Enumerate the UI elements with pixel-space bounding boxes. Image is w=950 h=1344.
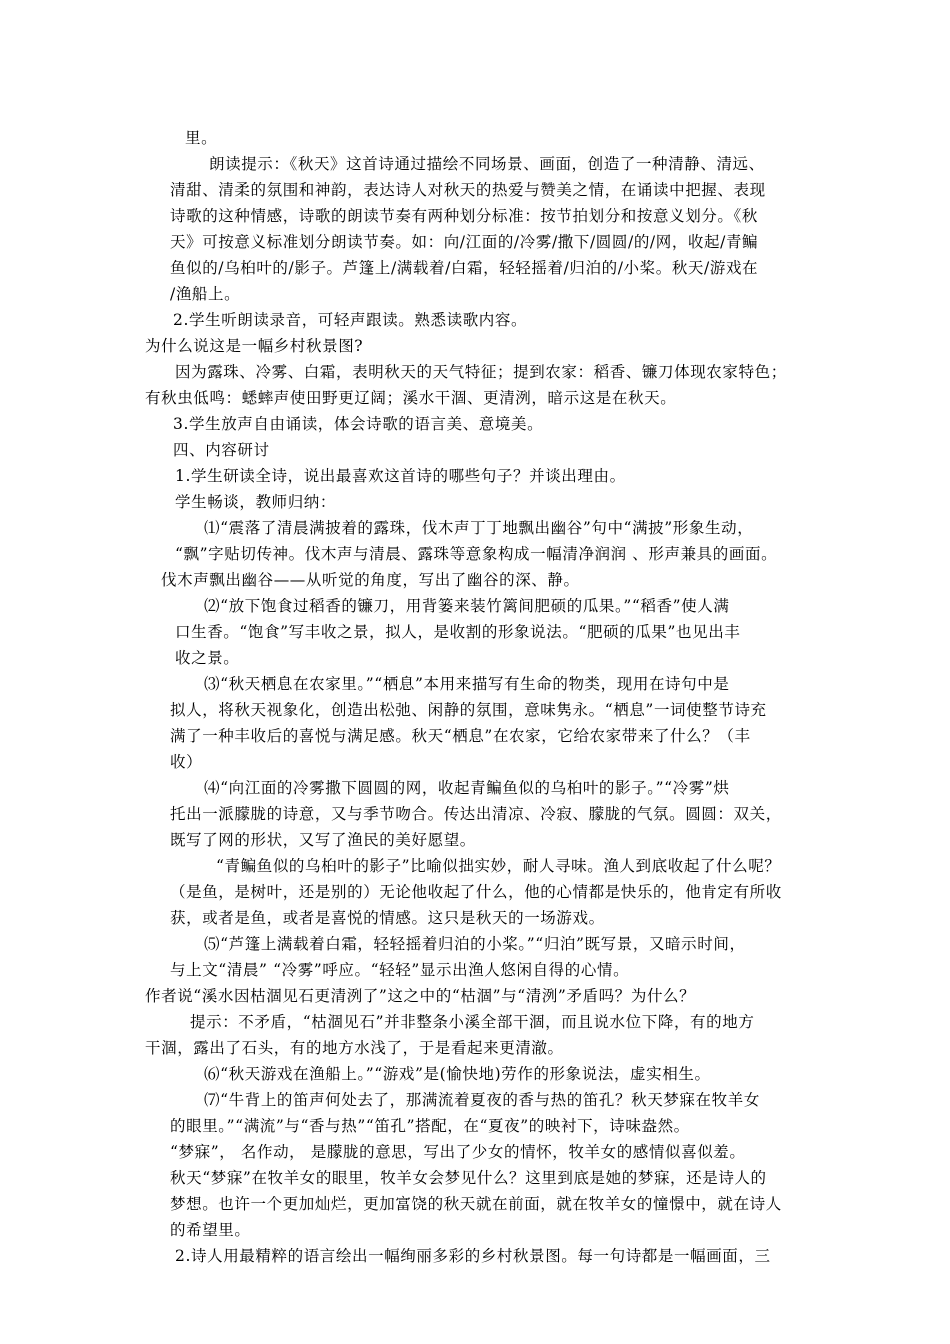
text-line: ⑶“秋天栖息在农家里。”“栖息”本用来描写有生命的物类，现用在诗句中是 (204, 675, 730, 693)
text-line: 秋天“梦寐”在牧羊女的眼里，牧羊女会梦见什么？这里到底是她的梦寐，还是诗人的 (170, 1169, 767, 1187)
text-line: 收之景。 (175, 649, 240, 667)
text-line: ⑵“放下饱食过稻香的镰刀，用背篓来装竹篱间肥硕的瓜果。”“稻香”使人满 (204, 597, 730, 615)
text-line: ⑷“向江面的冷雾撒下圆圆的网，收起青鳊鱼似的乌桕叶的影子。”“冷雾”烘 (204, 779, 730, 797)
section-heading: 四、内容研讨 (173, 441, 270, 459)
text-line: 满了一种丰收后的喜悦与满足感。秋天“栖息”在农家，它给农家带来了什么？（丰 (170, 727, 751, 745)
text-line: 因为露珠、冷雾、白霜，表明秋天的天气特征；提到农家：稻香、镰刀体现农家特色； (175, 363, 787, 381)
text-line: 梦想。也许一个更加灿烂，更加富饶的秋天就在前面，就在牧羊女的憧憬中，就在诗人 (170, 1195, 782, 1213)
text-line: 既写了网的形状，又写了渔民的美好愿望。 (170, 831, 476, 849)
text-line: 3.学生放声自由诵读，体会诗歌的语言美、意境美。 (173, 415, 544, 433)
text-line: 收） (170, 753, 203, 771)
text-line: 里。 (185, 129, 218, 147)
text-line: 天》可按意义标准划分朗读节奏。如：向/江面的/冷雾/撒下/圆圆/的/网，收起/青鳊 (170, 233, 759, 251)
text-line: 托出一派朦胧的诗意，又与季节吻合。传达出清凉、冷寂、朦胧的气氛。圆圆：双关， (170, 805, 782, 823)
text-line: 口生香。“饱食”写丰收之景，拟人，是收割的形象说法。“肥硕的瓜果”也见出丰 (175, 623, 741, 641)
text-line: 提示：不矛盾，“枯涸见石”并非整条小溪全部干涸，而且说水位下降，有的地方 (190, 1013, 755, 1031)
text-line: 与上文“清晨” “冷雾”呼应。“轻轻”显示出渔人悠闲自得的心情。 (170, 961, 630, 979)
text-line: /渔船上。 (170, 285, 241, 303)
text-line: ⑺“牛背上的笛声何处去了，那满流着夏夜的香与热的笛孔？秋天梦寐在牧羊女 (204, 1091, 760, 1109)
text-line: 诗歌的这种情感，诗歌的朗读节奏有两种划分标准：按节拍划分和按意义划分。《秋 (170, 207, 758, 225)
text-line: 2.学生听朗读录音，可轻声跟读。熟悉读歌内容。 (173, 311, 528, 329)
text-line: 的希望里。 (170, 1221, 251, 1239)
text-line: 朗读提示：《秋天》这首诗通过描绘不同场景、画面，创造了一种清静、清远、 (209, 155, 765, 173)
text-line: “飘”字贴切传神。伐木声与清晨、露珠等意象构成一幅清净润润 、形声兼具的画面。 (175, 545, 778, 563)
text-line: ⑸“芦篷上满载着白霜，轻轻摇着归泊的小桨。”“归泊”既写景，又暗示时间， (204, 935, 746, 953)
text-line: 获，或者是鱼，或者是喜悦的情感。这只是秋天的一场游戏。 (170, 909, 605, 927)
text-line: 干涸，露出了石头，有的地方水浅了，于是看起来更清澈。 (145, 1039, 564, 1057)
text-line: “梦寐”， 名作动， 是朦胧的意思，写出了少女的情怀，牧羊女的感情似喜似羞。 (170, 1143, 746, 1161)
text-line: 清甜、清柔的氛围和神韵，表达诗人对秋天的热爱与赞美之情，在诵读中把握、表现 (170, 181, 766, 199)
text-line: 的眼里。”“满流”与“香与热”“笛孔”搭配，在“夏夜”的映衬下，诗味盎然。 (170, 1117, 690, 1135)
text-line: 作者说“溪水因枯涸见石更清洌了”这之中的“枯涸”与“清洌”矛盾吗？为什么？ (145, 987, 696, 1005)
text-line: （是鱼，是树叶，还是别的）无论他收起了什么，他的心情都是快乐的，他肯定有所收 (170, 883, 782, 901)
text-line: ⑴“震落了清晨满披着的露珠，伐木声丁丁地飘出幽谷”句中“满披”形象生动， (204, 519, 754, 537)
text-line: 鱼似的/乌桕叶的/影子。芦篷上/满载着/白霜，轻轻摇着/归泊的/小桨。秋天/游戏在 (170, 259, 759, 277)
text-line: 伐木声飘出幽谷——从听觉的角度，写出了幽谷的深、静。 (161, 571, 580, 589)
text-line: 拟人，将秋天视象化，创造出松弛、闲静的氛围，意味隽永。“栖息”一词使整节诗充 (170, 701, 767, 719)
text-line: ⑹“秋天游戏在渔船上。”“游戏”是(愉快地)劳作的形象说法，虚实相生。 (204, 1065, 711, 1083)
text-line: 2.诗人用最精粹的语言绘出一幅绚丽多彩的乡村秋景图。每一句诗都是一幅画面，三 (175, 1247, 771, 1265)
text-line: 1.学生研读全诗，说出最喜欢这首诗的哪些句子？并谈出理由。 (175, 467, 626, 485)
text-line: 学生畅谈，教师归纳： (175, 493, 337, 511)
text-line: 为什么说这是一幅乡村秋景图? (145, 337, 364, 355)
text-line: 有秋虫低鸣：蟋蟀声使田野更辽阔；溪水干涸、更清洌，暗示这是在秋天。 (145, 389, 677, 407)
text-line: “青鳊鱼似的乌桕叶的影子”比喻似拙实妙，耐人寻味。渔人到底收起了什么呢？ (216, 857, 781, 875)
